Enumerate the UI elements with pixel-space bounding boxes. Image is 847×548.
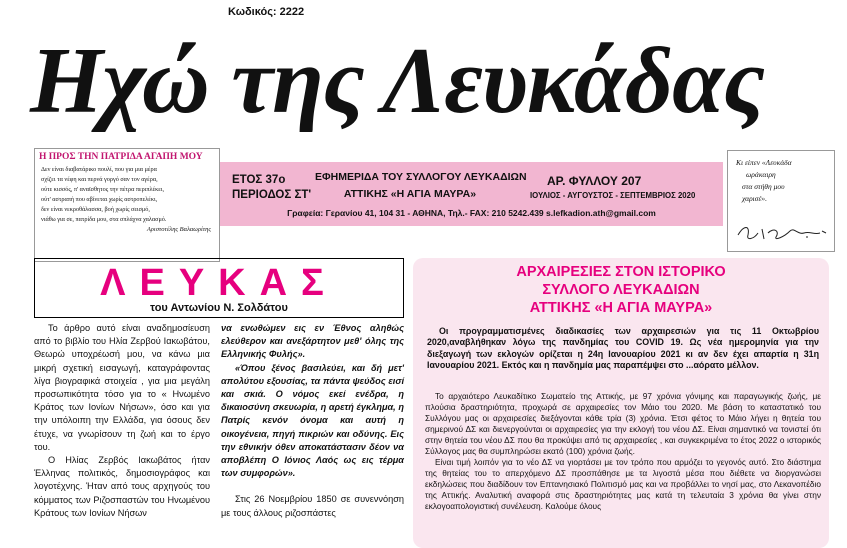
banner-contact: Γραφεία: Γερανίου 41, 104 31 - ΑΘΗΝΑ, Τηλ.- FAX: 210 5242.439 s.lefkadion.ath@gmail.com <box>287 208 656 218</box>
issue-code: Κωδικός: 2222 <box>228 6 305 18</box>
paragraph: να ενωθώμεν εις εν Έθνος αληθώς ελεύθερον και ανεξάρτητον μεθ' όλης της Ελληνικής Φυλής». <box>221 323 404 360</box>
article-column-2 <box>221 322 404 520</box>
poem-box <box>34 148 220 262</box>
quote-line: Κι είπεν «Λευκάδα <box>736 158 792 167</box>
poem-author: Αριστοτέλης Βαλαωρίτης <box>146 225 211 233</box>
poem-title: Η ΠΡΟΣ ΤΗΝ ΠΑΤΡΙΔΑ ΑΓΑΠΗ ΜΟΥ <box>39 152 203 162</box>
paragraph: Ο Ηλίας Ζερβός Ιακωβάτος ήταν Έλληνας πολιτικός, δημοσιογράφος και λογοτέχνης. Ήταν από τους αρχηγούς του κόμματος των Ριζοσπαστών του Ηνωμένου Κράτους των Ιονίων Νήσων <box>34 455 210 518</box>
poem-line: ούτ' αστραπή που αβίνεται χωρίς αστροπελέκι, <box>41 196 158 204</box>
article-header-box <box>34 258 404 318</box>
poem-line: σχίζει τα νέφη και περνά γοργό σαν τον αγέρα, <box>41 176 158 184</box>
banner-year: ΕΤΟΣ 37ο <box>232 174 286 186</box>
article-body <box>425 391 821 513</box>
poem-line: Δεν είναι διαβατάρικο πουλί, που για μια μέρα <box>41 166 157 173</box>
info-banner <box>220 162 723 226</box>
poem-line: νιάθω για σε, πατρίδα μου, στα σπλάχνα χαλασμό. <box>41 216 167 224</box>
banner-months: ΙΟΥΛΙΟΣ - ΑΥΓΟΥΣΤΟΣ - ΣΕΠΤΕΜΒΡΙΟΣ 2020 <box>530 191 696 200</box>
banner-period: ΠΕΡΙΟΔΟΣ ΣΤ' <box>232 189 312 201</box>
paragraph: Το άρθρο αυτό είναι αναδημοσίευση από το βιβλίο του Ηλία Ζερβού Ιακωβάτου, Θεωρώ υποχρέωσή μου, να κάνω μια μικρή σχετική εισαγωγή, καταγράφοντας λίγα βιογραφικά στοιχεία , για μια μεγάλη προσωπικότητα τόσο για το « Ηνωμένο Κράτος των Ιονίων Νήσων», όσο και για την υπόλοιπη την Ελλάδα, για όσους δεν έτυχε, να γνωρίσουν τη ζωή και το έργο του. <box>34 323 210 452</box>
quote-signature-box <box>727 150 835 252</box>
handwritten-signature-icon <box>734 221 830 245</box>
article-title-line: ΣΥΛΛΟΓΟ ΛΕΥΚΑΔΙΩΝ <box>542 282 700 298</box>
poem-line: δεν είναι νεκροθάλασσα, βοή χωρίς σεισμό, <box>41 206 150 214</box>
paragraph: Το αρχαιότερο Λευκαδίτικο Σωματείο της Αττικής, με 97 χρόνια γόνιμης και παραγωγικής ζωής, με πλούσια δραστηριότητα, προχωρά σε αρχαιρεσίες τον Μάιο του 2020. Με βάση το καταστατικό του Συλλόγου μας οι αρχαιρεσίες διεξάγονται κάθε τρία (3) χρόνια. Έτσι φέτος το Μάιο λήγει η θητεία του σημερινού ΔΣ και διενεργούνται οι αρχαιρεσίες για την εκλογή του νέου ΔΣ. Είναι σημαντικό να τονιστεί ότι στην θητεία του νέου ΔΣ που θα προκύψει από τις αρχαιρεσίες , και συγκεκριμένα το έτος 2022 ο ιστορικός Σύλλογος μας θα συμπληρώσει εκατό (100) χρόνια ζωής. <box>425 391 821 456</box>
poem-text <box>41 165 217 226</box>
banner-association: ΑΤΤΙΚΗΣ «Η ΑΓΙΑ ΜΑΥΡΑ» <box>343 188 477 200</box>
article-title-line: ΑΡΧΑΙΡΕΣΙΕΣ ΣΤΟΝ ΙΣΤΟΡΙΚΟ <box>516 264 726 280</box>
article-column-1 <box>34 322 210 520</box>
article-title-line: ΑΤΤΙΚΗΣ «Η ΑΓΙΑ ΜΑΥΡΑ» <box>529 300 713 316</box>
article-author: του Αντωνίου Ν. Σολδάτου <box>150 302 288 314</box>
newspaper-masthead: Ηχώ της Λευκάδας <box>30 29 764 133</box>
poem-line: ούτε κισσός, π' αναϊσθητος την πέτρα περιπλέκει, <box>41 186 165 194</box>
banner-issue-number: ΑΡ. ΦΥΛΛΟΥ 207 <box>547 174 642 188</box>
elections-article <box>413 258 829 548</box>
paragraph: Στις 26 Νοεμβρίου 1850 σε συνεννόηση με τους άλλους ριζοσπάστες <box>221 494 404 518</box>
article-intro: Οι προγραμματισμένες διαδικασίες των αρχαιρεσιών για τις 11 Οκτωβρίου 2020,αναβλήθηκαν λόγω της πανδημίας του COVID 19. Ως νέα ημερομηνία για την διεξαγωγή των εκλογών ορίζεται η 24η Ιανουαρίου 2021 κι αν δεν έχει απαρτία η 31η Ιανουαρίου 2021. Εκτός και η πανδημία μας παραπέμψει στο ...αόρατο μέλλον. <box>427 326 819 371</box>
quote-line: ωράκαιρη <box>746 170 776 179</box>
quote-line: χαρισέ». <box>742 194 768 203</box>
article-title: ΛΕΥΚΑΣ <box>100 262 338 304</box>
paragraph: Είναι τιμή λοιπόν για το νέο ΔΣ να γιορτάσει με τον τρόπο που αρμόζει το γεγονός αυτό. Στο διάστημα της θητείας του το απερχόμενο ΔΣ προσπάθησε με τα λιγοστά μέσα που διέθετε να διοργανώσει εκδηλώσεις που διαδίδουν τον Επτανησιακό Πολιτισμό μας και να προβάλλει το νησί μας, στο Λεκανοπέδιο της Αττικής. Αναλυτική αναφορά στις δραστηριότητες μας κατά τη τελευταία 3 χρόνια θα γίνει στην εκλογοαπολογιστική συνέλευση. Καλούμε όλους <box>425 457 821 512</box>
banner-newspaper: ΕΦΗΜΕΡΙΔΑ ΤΟΥ ΣΥΛΛΟΓΟΥ ΛΕΥΚΑΔΙΩΝ <box>315 171 527 183</box>
quote-line: στα στήθη μου <box>742 182 785 191</box>
paragraph: «Όπου ξένος βασιλεύει, και δή μετ' απολύτου εξουσίας, τα πάντα ψεύδος εισί και σκιά. Ο νόμος εκεί ενέδρα, η δικαιοσύνη σκευωρία, η αρετή έγκλημα, η Πατρίς κενόν όνομα και αυτή η οικογένεια, πηγή πικριών και οδύνης. Εις την εθνικήν όθεν αποκατάστασιν δέον να αποβλέπη Ο Ιόνιος Λαός ως εις τέρμα των συμφορών». <box>221 362 404 479</box>
